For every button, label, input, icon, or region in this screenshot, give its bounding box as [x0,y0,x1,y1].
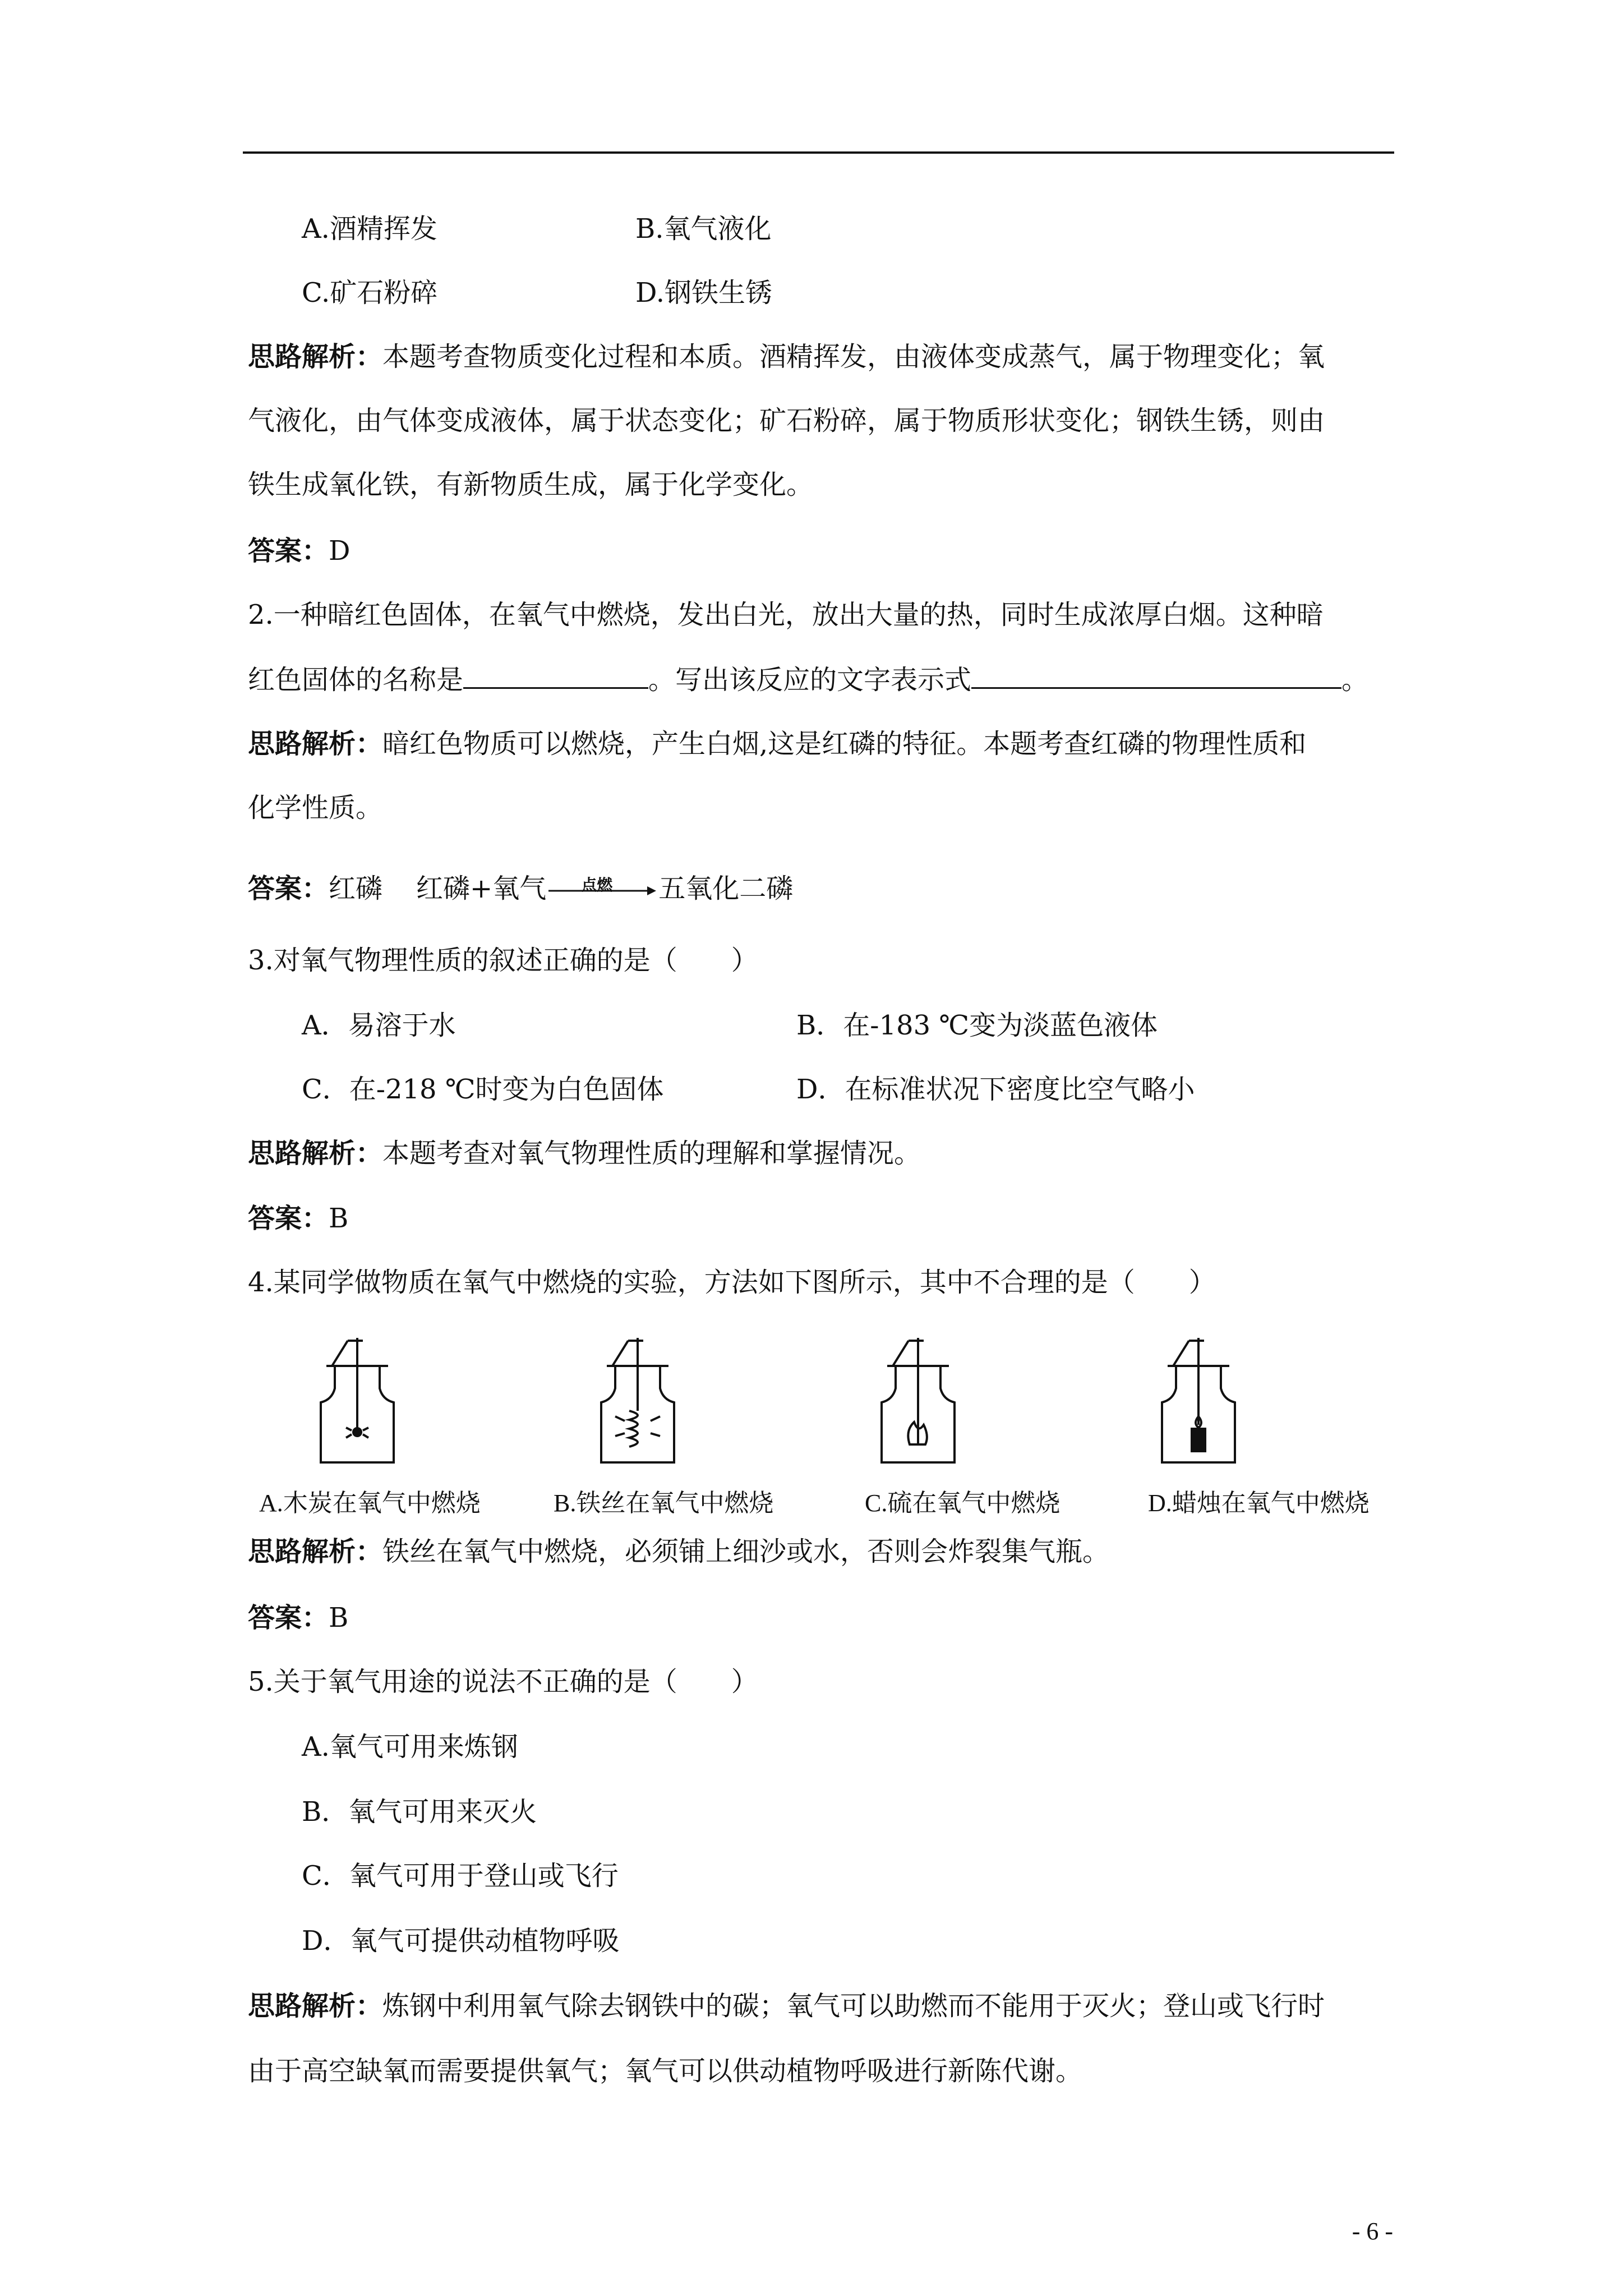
q2-stem-line-2: 红色固体的名称是 。写出该反应的文字表示式 。 [248,662,1368,698]
q1-analysis-line-1: 思路解析：本题考查物质变化过程和本质。酒精挥发，由液体变成蒸气，属于物理变化；氧 [248,341,1325,372]
q3-stem: 3.对氧气物理性质的叙述正确的是（ ） [248,945,758,976]
q3-option-c: C．在-218 ℃时变为白色固体 [302,1074,664,1105]
q3-option-a: A．易溶于水 [302,1010,456,1041]
bottle-d-candle [1162,1338,1235,1462]
bottle-a-charcoal [321,1338,394,1462]
page-number: - 6 - [1352,2217,1393,2245]
q1-option-d: D.钢铁生锈 [635,277,773,309]
q3-option-d: D．在标准状况下密度比空气略小 [796,1074,1195,1105]
q1-option-a: A.酒精挥发 [302,213,437,245]
q1-option-c: C.矿石粉碎 [302,277,438,309]
caption-b: B.铁丝在氧气中燃烧 [554,1489,774,1517]
q4-stem: 4.某同学做物质在氧气中燃烧的实验，方法如下图所示，其中不合理的是（ ） [248,1267,1216,1298]
experiment-figure [248,1332,1403,1523]
q2-answer: 答案：红磷 红磷+氧气 点燃 五氧化二磷 [248,871,793,907]
q1-analysis-line-2: 气液化，由气体变成液体，属于状态变化；矿石粉碎，属于物质形状变化；钢铁生锈，则由 [248,405,1325,436]
q5-option-a: A.氧气可用来炼钢 [302,1731,518,1763]
q5-analysis-line-2: 由于高空缺氧而需要提供氧气；氧气可以供动植物呼吸进行新陈代谢。 [248,2055,1083,2087]
q4-analysis: 思路解析：铁丝在氧气中燃烧，必须铺上细沙或水，否则会炸裂集气瓶。 [248,1536,1110,1567]
header-rule [243,151,1394,154]
q3-option-b: B．在-183 ℃变为淡蓝色液体 [796,1010,1158,1041]
q2-blank-name[interactable] [463,662,648,689]
reaction-arrow: 点燃 [546,871,658,907]
q5-option-c: C．氧气可用于登山或飞行 [302,1860,619,1892]
q1-analysis-line-3: 铁生成氧化铁，有新物质生成，属于化学变化。 [248,469,814,500]
caption-d: D.蜡烛在氧气中燃烧 [1148,1489,1370,1517]
q5-analysis-line-1: 思路解析：炼钢中利用氧气除去钢铁中的碳；氧气可以助燃而不能用于灭火；登山或飞行时 [248,1990,1325,2022]
q5-stem: 5.关于氧气用途的说法不正确的是（ ） [248,1666,758,1697]
q3-answer: 答案：B [248,1203,349,1234]
q4-answer: 答案：B [248,1602,349,1634]
bottle-c-sulfur [882,1338,955,1462]
q2-analysis-line-1: 思路解析：暗红色物质可以燃烧，产生白烟,这是红磷的特征。本题考查红磷的物理性质和 [248,728,1307,760]
caption-c: C.硫在氧气中燃烧 [865,1489,1061,1517]
q3-analysis: 思路解析：本题考查对氧气物理性质的理解和掌握情况。 [248,1138,921,1169]
q1-option-b: B.氧气液化 [635,213,772,245]
q5-option-d: D．氧气可提供动植物呼吸 [302,1925,620,1957]
q1-answer: 答案：D [248,535,351,567]
q2-blank-equation[interactable] [971,662,1341,689]
q2-stem-line-1: 2.一种暗红色固体，在氧气中燃烧，发出白光，放出大量的热，同时生成浓厚白烟。这种暗 [248,599,1324,631]
q5-option-b: B．氧气可用来灭火 [302,1796,537,1828]
experiment-bottles [248,1332,1403,1478]
bottle-b-iron-wire [601,1338,674,1462]
caption-a: A.木炭在氧气中燃烧 [259,1489,481,1517]
q2-analysis-line-2: 化学性质。 [248,792,383,823]
